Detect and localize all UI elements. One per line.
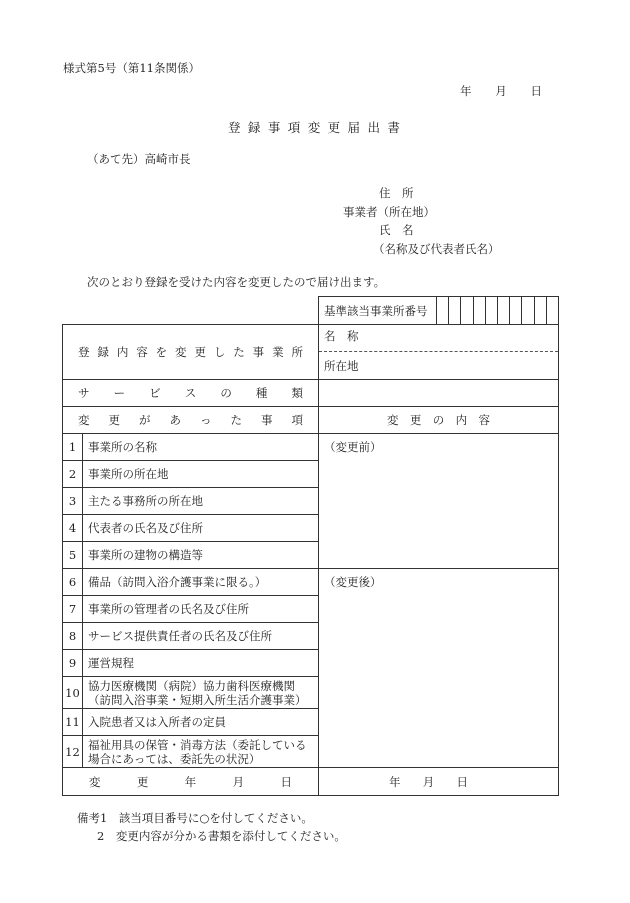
office-changed-label-char: 登 bbox=[78, 345, 90, 359]
item-label: 事業所の名称 bbox=[83, 434, 319, 461]
service-type-label-char: サ bbox=[78, 386, 90, 400]
item-number[interactable]: 12 bbox=[63, 736, 83, 768]
date-month-label: 月 bbox=[495, 84, 507, 98]
item-label: 事業所の管理者の氏名及び住所 bbox=[83, 596, 319, 623]
item-label: 事業所の所在地 bbox=[83, 461, 319, 488]
document-title bbox=[228, 118, 400, 136]
title-char: 変 bbox=[307, 120, 321, 135]
service-type-label-char: 種 bbox=[255, 386, 268, 400]
note-1: 備考1 該当項目番号に○を付してください。 bbox=[77, 811, 313, 825]
item-label-line1: 協力医療機関（病院）協力歯科医療機関 bbox=[88, 678, 295, 693]
changed-items-header bbox=[63, 407, 319, 434]
changed-items-label-char: っ bbox=[200, 413, 212, 427]
item-number[interactable]: 9 bbox=[63, 650, 83, 677]
change-content-label-char: 内 bbox=[455, 413, 468, 427]
office-location-label: 所在地 bbox=[324, 359, 359, 373]
change-date-value-char: 年 bbox=[389, 774, 401, 789]
title-char: 登 bbox=[228, 120, 241, 135]
service-type-value[interactable] bbox=[319, 380, 559, 407]
office-name-label: 名 称 bbox=[319, 325, 558, 352]
item-label: 主たる事務所の所在地 bbox=[83, 488, 319, 515]
office-changed-label-char: 所 bbox=[291, 345, 303, 359]
changed-items-label-char: 更 bbox=[108, 413, 120, 427]
title-char: 録 bbox=[247, 120, 261, 135]
changed-items-label-char: あ bbox=[169, 413, 181, 427]
office-changed-label-char: 変 bbox=[175, 345, 187, 359]
change-date-value[interactable] bbox=[319, 768, 559, 796]
title-char: 書 bbox=[387, 120, 400, 135]
before-label: （変更前） bbox=[324, 440, 382, 454]
change-content-label-char: 変 bbox=[387, 413, 399, 427]
item-number[interactable]: 11 bbox=[63, 709, 83, 736]
applicant-name-note: （名称及び代表者氏名） bbox=[373, 242, 500, 256]
item-number[interactable]: 4 bbox=[63, 515, 83, 542]
office-changed-label-char: 事 bbox=[252, 345, 265, 359]
change-content-label-char: 更 bbox=[409, 413, 422, 427]
change-content-label-char: の bbox=[432, 413, 445, 427]
item-label: 運営規程 bbox=[83, 650, 319, 677]
change-date-label-char: 更 bbox=[136, 774, 149, 789]
office-changed-label-char: 更 bbox=[194, 345, 206, 359]
item-label-line2: （訪問入浴事業・短期入所生活介護事業） bbox=[88, 692, 307, 707]
changed-items-label-char: 項 bbox=[291, 413, 303, 427]
office-number-boxes[interactable] bbox=[436, 297, 558, 324]
title-char: 項 bbox=[287, 120, 301, 135]
item-number[interactable]: 5 bbox=[63, 542, 83, 569]
item-label: サービス提供責任者の氏名及び住所 bbox=[83, 623, 319, 650]
after-content-cell[interactable] bbox=[319, 569, 559, 768]
item-number[interactable]: 10 bbox=[63, 677, 83, 709]
change-date-label-char: 年 bbox=[184, 774, 197, 789]
service-type-label-char: ー bbox=[113, 386, 126, 400]
item-label-line2: 場合にあっては、委託先の状況） bbox=[88, 751, 261, 766]
office-changed-label-char: た bbox=[233, 345, 245, 359]
item-label-line1: 福祉用具の保管・消毒方法（委託している bbox=[88, 737, 307, 752]
changed-items-label-char: 事 bbox=[261, 413, 273, 427]
item-label: 代表者の氏名及び住所 bbox=[83, 515, 319, 542]
item-number[interactable]: 1 bbox=[63, 434, 83, 461]
title-char: 事 bbox=[267, 120, 281, 135]
office-changed-label-cell bbox=[63, 325, 319, 380]
service-type-label-char: ビ bbox=[149, 386, 161, 400]
change-content-header bbox=[319, 407, 559, 434]
changed-items-label-char: た bbox=[230, 413, 242, 427]
changed-items-label-char: 変 bbox=[78, 413, 90, 427]
service-type-label-char: の bbox=[220, 386, 232, 400]
change-date-value-char: 日 bbox=[456, 774, 468, 789]
change-date-label-char: 月 bbox=[232, 774, 245, 789]
service-type-label-char: ス bbox=[184, 386, 197, 400]
office-changed-label-char: 業 bbox=[272, 345, 284, 359]
change-content-label-char: 容 bbox=[478, 413, 490, 427]
form-id: 様式第5号（第11条関係） bbox=[63, 61, 200, 75]
title-char: 出 bbox=[367, 120, 380, 135]
note-2: 2 変更内容が分かる書類を添付してください。 bbox=[97, 829, 346, 843]
service-type-label-char: 類 bbox=[291, 386, 303, 400]
after-label: （変更後） bbox=[324, 575, 382, 589]
change-date-label-cell bbox=[63, 768, 319, 796]
date-day-label: 日 bbox=[530, 84, 542, 98]
item-number[interactable]: 7 bbox=[63, 596, 83, 623]
title-char: 更 bbox=[327, 120, 341, 135]
office-changed-label-char: を bbox=[155, 345, 168, 359]
item-label: 入院患者又は入所者の定員 bbox=[83, 709, 319, 736]
intro-text: 次のとおり登録を受けた内容を変更したので届け出ます。 bbox=[87, 275, 386, 289]
item-label bbox=[83, 677, 319, 709]
change-date-label-char: 日 bbox=[280, 774, 292, 789]
item-number[interactable]: 8 bbox=[63, 623, 83, 650]
addressee: （あて先）高崎市長 bbox=[87, 152, 191, 166]
office-name-location-cell[interactable] bbox=[319, 325, 559, 380]
table-row bbox=[63, 569, 559, 596]
item-number[interactable]: 2 bbox=[63, 461, 83, 488]
item-number[interactable]: 3 bbox=[63, 488, 83, 515]
service-type-label-cell bbox=[63, 380, 319, 407]
table-row bbox=[63, 434, 559, 461]
office-changed-label-char: 容 bbox=[136, 345, 148, 359]
item-label: 事業所の建物の構造等 bbox=[83, 542, 319, 569]
office-changed-label-char: 内 bbox=[116, 345, 129, 359]
item-label: 備品（訪問入浴介護事業に限る。） bbox=[83, 569, 319, 596]
office-changed-label-char: し bbox=[213, 345, 226, 359]
office-number-row bbox=[319, 297, 559, 325]
change-form-table bbox=[62, 296, 559, 796]
date-header bbox=[460, 83, 542, 99]
change-date-value-char: 月 bbox=[422, 774, 435, 789]
before-content-cell[interactable] bbox=[319, 434, 559, 569]
applicant-address-label: 住 所 bbox=[379, 186, 414, 200]
applicant-business-label: 事業者（所在地） bbox=[343, 205, 435, 219]
item-label bbox=[83, 736, 319, 768]
change-date-label-char: 変 bbox=[89, 774, 101, 789]
changed-items-label-char: が bbox=[139, 413, 151, 427]
title-char: 届 bbox=[347, 120, 361, 135]
applicant-name-label: 氏 名 bbox=[379, 223, 414, 237]
date-year-label: 年 bbox=[460, 84, 472, 98]
office-number-label: 基準該当事業所番号 bbox=[324, 303, 428, 318]
office-changed-label-char: 録 bbox=[97, 345, 109, 359]
item-number[interactable]: 6 bbox=[63, 569, 83, 596]
